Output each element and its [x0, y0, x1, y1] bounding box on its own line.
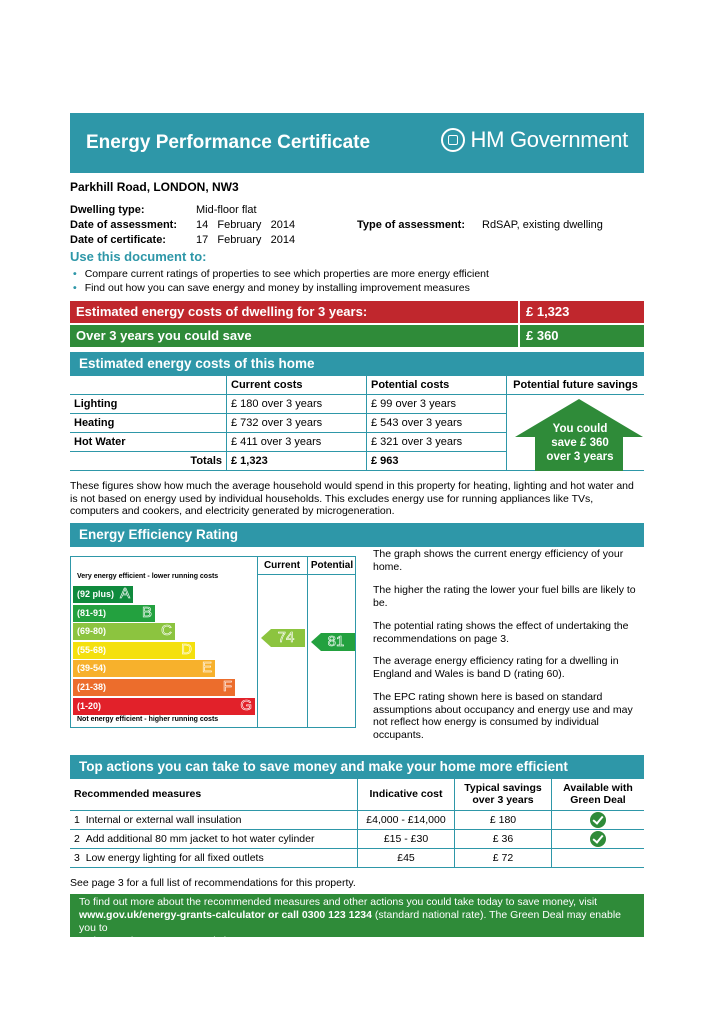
rating-band-a	[73, 586, 133, 603]
rating-chart	[70, 556, 356, 728]
band-letter: A	[119, 585, 130, 602]
potential-rating-marker	[311, 633, 355, 651]
property-address: Parkhill Road, LONDON, NW3	[70, 180, 239, 194]
rating-text-4: The average energy efficiency rating for a dwelling in England and Wales is band D (rating 60).	[373, 655, 619, 680]
rating-text-5: The EPC rating shown here is based on standard assumptions about occupancy and energy use and may not reflect how energy is consumed by individual occupants.	[373, 691, 633, 741]
certificate-header	[70, 113, 644, 173]
band-letter: B	[141, 603, 152, 621]
assessment-date-label: Date of assessment:	[70, 219, 177, 231]
bottom-efficiency-label: Not energy efficient - higher running costs	[77, 716, 219, 723]
rating-band-b	[73, 605, 155, 622]
band-range: (21-38)	[77, 682, 107, 692]
table-row: Hot Water £ 411 over 3 years £ 321 over 3 years	[70, 433, 644, 452]
table-row: Lighting £ 180 over 3 years £ 99 over 3 years You could save £ 360 over 3 years	[70, 395, 644, 414]
band-range: (92 plus)	[77, 589, 115, 599]
rating-text-3: The potential rating shows the effect of undertaking the recommendations on page 3.	[373, 620, 629, 645]
rating-band-e	[73, 660, 215, 677]
current-column-header: Current	[263, 560, 301, 571]
savings-bar	[70, 325, 644, 347]
savings-label: Over 3 years you could save	[76, 328, 252, 343]
estimated-costs-value: £ 1,323	[518, 301, 569, 323]
measures-header: Recommended measures	[70, 778, 358, 810]
savings-value: £ 360	[518, 325, 559, 347]
band-letter: D	[181, 640, 192, 658]
hm-government-logo	[441, 127, 628, 153]
certificate-date-value: 17 February 2014	[196, 234, 296, 246]
band-letter: E	[201, 659, 212, 677]
band-letter: G	[240, 696, 252, 714]
current-rating-value: 74	[277, 629, 295, 647]
typical-savings-header: Typical savings over 3 years	[455, 778, 552, 810]
current-rating-marker	[261, 629, 305, 647]
use-bullet-2: • Find out how you can save energy and money by installing improvement measures	[73, 282, 470, 294]
see-page-note: See page 3 for a full list of recommendations for this property.	[70, 877, 356, 889]
band-range: (81-91)	[77, 607, 107, 618]
table-row: 2 Add additional 80 mm jacket to hot water cylinder £15 - £30 £ 36	[70, 829, 644, 848]
potential-costs-header: Potential costs	[367, 376, 507, 395]
band-range: (39-54)	[77, 663, 107, 674]
energy-grants-link[interactable]: www.gov.uk/energy-grants-calculator or call	[79, 909, 302, 921]
estimated-costs-bar	[70, 301, 644, 323]
dwelling-type-label: Dwelling type:	[70, 204, 145, 216]
top-actions-section-header: Top actions you can take to save money and make your home more efficient	[70, 755, 644, 779]
certificate-date-label: Date of certificate:	[70, 234, 166, 246]
savings-arrow-line-1: You could	[552, 423, 608, 435]
table-row: Heating £ 732 over 3 years £ 543 over 3 years	[70, 414, 644, 433]
energy-costs-table	[70, 376, 644, 471]
current-costs-header: Current costs	[227, 376, 367, 395]
potential-column-header: Potential	[310, 560, 354, 571]
dwelling-type-value: Mid-floor flat	[196, 204, 257, 216]
band-letter: C	[161, 622, 172, 640]
recommendations-table	[70, 778, 644, 868]
rating-text-2: The higher the rating the lower your fuel bills are likely to be.	[373, 584, 636, 609]
rating-band-f	[73, 679, 235, 696]
band-range: (55-68)	[77, 644, 107, 655]
find-out-more-footer: To find out more about the recommended measures and other actions you could take today to save money, visit www.gov.uk/energy-grants-calculator or call 0300 123 1234 (standard national rate). The Green Deal may enable you to make your home warmer and cheaper to run.	[70, 894, 644, 937]
use-bullet-1: • Compare current ratings of properties to see which properties are more energy efficient	[73, 268, 489, 280]
rating-band-g	[73, 698, 255, 715]
rating-text-1: The graph shows the current energy efficiency of your home.	[373, 548, 624, 573]
costs-note: These figures show how much the average household would spend in this property for heating, lighting and hot water and is not based on energy used by individual households. This excludes energy use for running appliances like TVs, computers and cookers, and electricity generated by microgeneration.	[70, 480, 634, 517]
table-row: 1 Internal or external wall insulation £4,000 - £14,000 £ 180	[70, 810, 644, 829]
rating-band-c	[73, 623, 175, 640]
savings-arrow-line-3: over 3 years	[546, 451, 614, 463]
band-range: (1-20)	[77, 700, 102, 711]
hm-government-text: HM Government	[470, 127, 628, 152]
top-efficiency-label: Very energy efficient - lower running costs	[77, 573, 219, 580]
green-deal-check-icon	[590, 831, 606, 847]
savings-arrow-line-2: save £ 360	[551, 437, 609, 449]
table-row: 3 Low energy lighting for all fixed outlets £45 £ 72	[70, 848, 644, 867]
phone-number: 0300 123 1234	[301, 909, 372, 921]
efficiency-rating-section-header: Energy Efficiency Rating	[70, 523, 644, 547]
rating-band-d	[73, 642, 195, 659]
estimated-costs-label: Estimated energy costs of dwelling for 3 years:	[76, 304, 368, 319]
green-deal-check-icon	[590, 812, 606, 828]
band-letter: F	[222, 678, 232, 695]
use-document-heading: Use this document to:	[70, 249, 207, 264]
band-range: (69-80)	[77, 626, 107, 637]
energy-costs-section-header: Estimated energy costs of this home	[70, 352, 644, 376]
future-savings-header: Potential future savings	[507, 376, 645, 395]
royal-crest-icon	[441, 128, 465, 152]
potential-rating-value: 81	[327, 632, 345, 650]
indicative-cost-header: Indicative cost	[358, 778, 455, 810]
assessment-type-label: Type of assessment:	[357, 219, 466, 231]
green-deal-header: Available with Green Deal	[552, 778, 645, 810]
certificate-title: Energy Performance Certificate	[86, 132, 371, 153]
assessment-date-value: 14 February 2014	[196, 219, 296, 231]
assessment-type-value: RdSAP, existing dwelling	[482, 219, 603, 231]
totals-row: Totals £ 1,323 £ 963	[70, 452, 644, 471]
